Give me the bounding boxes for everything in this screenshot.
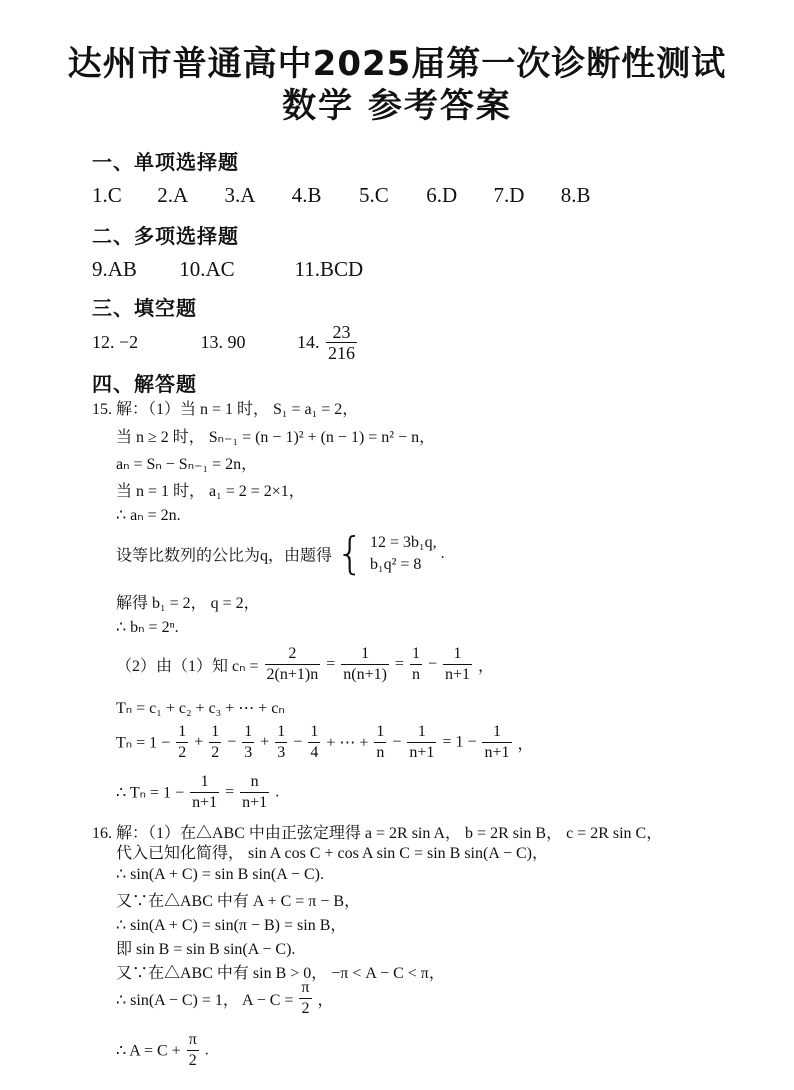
brace-icon: {	[336, 528, 365, 579]
q15-line: Tₙ = 1 − $\frac{1}{2}$ + $\frac{1}{2}$ − $\frac{1}{3}$ + $\frac{1}{3}$ − $\frac{1}{4}$ + ⋯ + $\frac{1}{n}$ − $\frac{1}{n+1}$ = 1 − $\frac{1}{n+1}$ ，	[116, 723, 534, 761]
fill-blank-answers	[92, 322, 359, 363]
fraction: $\frac{1}{4}$	[310, 723, 319, 761]
q16-line: ∴ sin(A + C) = sin(π − B) = sin B，	[116, 917, 347, 934]
answer-item: 11.BCD	[294, 257, 364, 281]
fraction: $\frac{1}{n}$	[376, 723, 385, 761]
section-multi-choice: 二、多项选择题	[92, 224, 239, 248]
fraction: $\frac{n}{n+1}$	[242, 773, 268, 811]
q15-line: Tₙ = c₁ + c₂ + c₃ + ⋯ + cₙ	[116, 700, 285, 717]
q16-line: 又∵在△ABC 中有 A + C = π − B，	[116, 893, 361, 910]
section-single-choice: 一、单项选择题	[92, 150, 239, 174]
q15-line: aₙ = Sₙ − Sₙ₋₁ = 2n，	[116, 456, 258, 473]
fraction: $\frac{1}{n+1}$	[484, 723, 510, 761]
answer-item: 13. 90	[200, 332, 246, 352]
fraction: $\frac{1}{3}$	[244, 723, 253, 761]
q16-line: 16. 解：（1）在△ABC 中由正弦定理得 a = 2R sin A， b = 2R sin B， c = 2R sin C，	[92, 825, 663, 842]
answer-item: 3.A	[224, 183, 256, 207]
fraction: $\frac{\pi}{2}$	[188, 1031, 197, 1069]
fraction: $\frac{\pi}{2}$	[301, 979, 310, 1017]
document-title: 达州市普通高中2025届第一次诊断性测试	[67, 44, 727, 84]
answer-item: 12. −2	[92, 332, 139, 352]
q16-line: ∴ sin(A + C) = sin B sin(A − C).	[116, 866, 324, 883]
answer-item: 8.B	[560, 183, 591, 207]
single-choice-answers	[92, 183, 611, 208]
q15-line: 15. 解：（1）当 n = 1 时， S₁ = a₁ = 2，	[92, 401, 359, 418]
equation-system: 12 = 3b₁q, b₁q² = 8	[370, 534, 437, 573]
fraction: $\frac{2}{2(n+1)n}$	[266, 645, 319, 683]
answer-item: 2.A	[157, 183, 189, 207]
fraction: $\frac{1}{n(n+1)}$	[343, 645, 387, 683]
q15-line: ∴ Tₙ = 1 − $\frac{1}{n+1}$ = $\frac{n}{n+1}$ .	[116, 773, 280, 811]
answer-item: 1.C	[92, 183, 122, 207]
answer-item: 9.AB	[92, 257, 137, 281]
fraction: $\frac{1}{3}$	[277, 723, 286, 761]
answer-item: 6.D	[426, 183, 458, 207]
q16-line: ∴ sin(A − C) = 1， A − C = $\frac{\pi}{2}$ ，	[116, 979, 334, 1017]
answer-item: 4.B	[291, 183, 322, 207]
fraction: $\frac{1}{n}$	[411, 645, 420, 683]
q15-line: 解得 b₁ = 2， q = 2，	[116, 595, 260, 612]
q15-line: ∴ bₙ = 2ⁿ.	[116, 619, 179, 636]
q16-line: 又∵在△ABC 中有 sin B > 0， −π < A − C < π，	[116, 965, 445, 982]
q16-line: ∴ A = C + $\frac{\pi}{2}$ .	[116, 1031, 209, 1069]
section-fill-blank: 三、填空题	[92, 296, 197, 320]
q16-line: 代入已知化简得， sin A cos C + cos A sin C = sin B sin(A − C)，	[116, 845, 549, 862]
fraction: $\frac{1}{n+1}$	[444, 645, 471, 683]
q15-line: 设等比数列的公比为q，由题得 { 12 = 3b₁q, b₁q² = 8 .	[116, 528, 445, 579]
document-subtitle: 数学 参考答案	[282, 86, 512, 126]
answer-item: 10.AC	[179, 257, 235, 281]
fraction: $\frac{23}{216}$	[328, 322, 355, 363]
fraction: $\frac{1}{2}$	[178, 723, 187, 761]
multi-choice-answers	[92, 257, 375, 282]
fraction: $\frac{1}{n+1}$	[409, 723, 435, 761]
q15-line: （2）由（1）知 cₙ = $\frac{2}{2(n+1)n}$ = $\frac{1}{n(n+1)}$ = $\frac{1}{n}$ − $\frac{1}{n+1}$ ，	[116, 645, 495, 683]
fraction: $\frac{1}{2}$	[211, 723, 220, 761]
answer-item: 14.	[297, 332, 320, 352]
section-solutions: 四、解答题	[92, 372, 197, 396]
q16-line: 即 sin B = sin B sin(A − C).	[116, 941, 296, 958]
answer-item: 7.D	[493, 183, 525, 207]
q15-line: 当 n ≥ 2 时， Sₙ₋₁ = (n − 1)² + (n − 1) = n² − n，	[116, 429, 436, 446]
answer-item: 5.C	[359, 183, 389, 207]
q15-line: 当 n = 1 时， a₁ = 2 = 2×1，	[116, 483, 305, 500]
q15-line: ∴ aₙ = 2n.	[116, 507, 181, 524]
fraction: $\frac{1}{n+1}$	[192, 773, 218, 811]
